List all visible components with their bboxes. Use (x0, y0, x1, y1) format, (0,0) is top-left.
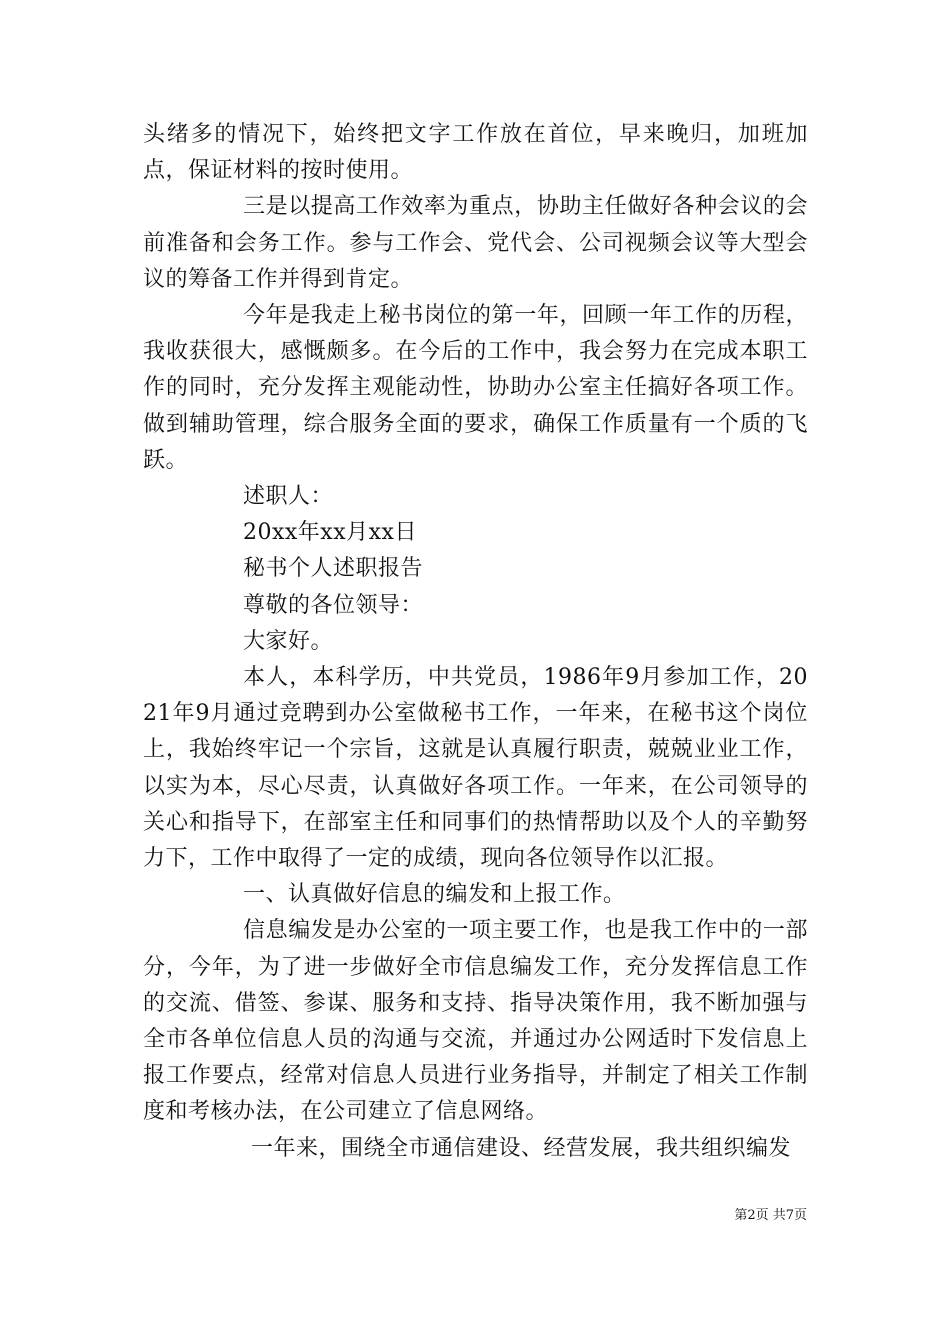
paragraph-introduction: 本人，本科学历，中共党员，1986年9月参加工作，2021年9月通过竞聘到办公室做秘书工作，一年来，在秘书这个岗位上，我始终牢记一个宗旨，这就是认真履行职责，兢兢业业工作，以实为本，尽心尽责，认真做好各项工作。一年来，在公司领导的关心和指导下，在部室主任和同事们的热情帮助以及个人的辛勤努力下，工作中取得了一定的成绩，现向各位领导作以汇报。 (143, 665, 808, 872)
paragraph-year-review: 一年来，围绕全市通信建设、经营发展，我共组织编发 (251, 1135, 792, 1161)
salutation: 尊敬的各位领导： (243, 592, 424, 618)
paragraph-continuation: 头绪多的情况下，始终把文字工作放在首位，早来晚归，加班加点，保证材料的按时使用。 (143, 122, 808, 184)
paragraph-information-work: 信息编发是办公室的一项主要工作，也是我工作中的一部分，今年，为了进一步做好全市信息编发工作，充分发挥信息工作的交流、借签、参谋、服务和支持、指导决策作用，我不断加强与全市各单位信息人员的沟通与交流，并通过办公网适时下发信息上报工作要点，经常对信息人员进行业务指导，并制定了相关工作制度和考核办法，在公司建立了信息网络。 (143, 918, 808, 1125)
document-body (143, 117, 808, 1167)
report-date: 20xx年xx月xx日 (243, 520, 417, 546)
page-number-footer: 第2页 共7页 (734, 1208, 807, 1223)
report-title: 秘书个人述职报告 (243, 556, 424, 582)
paragraph-point-three: 三是以提高工作效率为重点，协助主任做好各种会议的会前准备和会务工作。参与工作会、党代会、公司视频会议等大型会议的筹备工作并得到肯定。 (143, 194, 808, 292)
section-heading-one: 一、认真做好信息的编发和上报工作。 (243, 882, 626, 908)
greeting: 大家好。 (243, 628, 334, 654)
paragraph-summary: 今年是我走上秘书岗位的第一年，回顾一年工作的历程，我收获很大，感慨颇多。在今后的工作中，我会努力在完成本职工作的同时，充分发挥主观能动性，协助办公室主任搞好各项工作。做到辅助管理，综合服务全面的要求，确保工作质量有一个质的飞跃。 (143, 303, 808, 473)
reporter-label: 述职人： (243, 484, 334, 510)
